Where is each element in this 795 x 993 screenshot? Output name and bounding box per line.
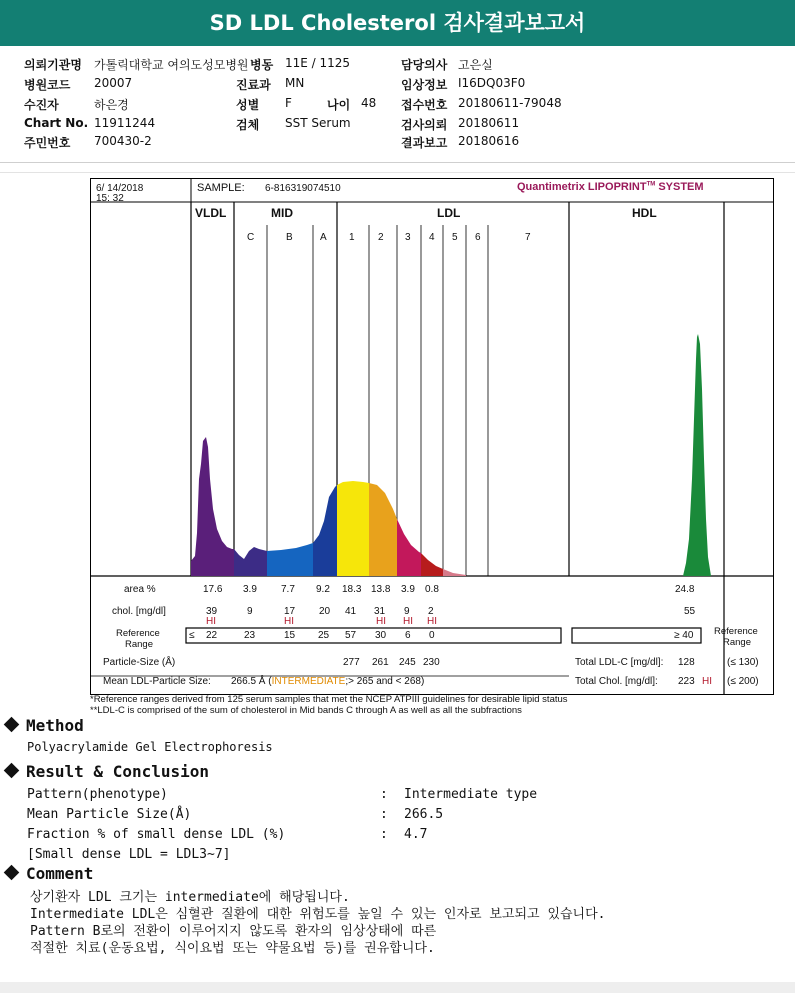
ldl2-peak: [369, 483, 397, 576]
mid-a-peak: [313, 485, 337, 576]
sample-label: SAMPLE:: [197, 182, 245, 194]
chol-value: 39: [206, 606, 218, 617]
dept-label: 진료과: [236, 78, 271, 92]
total-chol-label: Total Chol. [mg/dl]:: [575, 676, 658, 687]
hdl-chol-value: 55: [684, 606, 696, 617]
area-value: 18.3: [342, 584, 362, 595]
mean-size-line: [231, 676, 424, 687]
particle-size: 245: [399, 657, 416, 668]
ldl4-peak: [421, 553, 443, 576]
hi-flag: HI: [284, 616, 294, 627]
comment-heading: [6, 864, 93, 883]
clinical-info-label: 임상정보: [401, 78, 448, 92]
request-date-value: 20180611: [458, 116, 520, 130]
page-footer: [0, 982, 795, 993]
chol-value: 9: [404, 606, 410, 617]
result-value: 266.5: [404, 807, 444, 822]
result-heading: [6, 762, 209, 781]
hdl-ref-value: ≥ 40: [674, 630, 694, 641]
ref-row-label-2: Range: [125, 639, 153, 650]
diamond-bullet-icon: [4, 763, 20, 779]
sex-value: F: [285, 96, 292, 110]
resident-value: 700430-2: [94, 134, 152, 148]
reference-box: [186, 628, 561, 643]
brand-name: Quantimetrix LIPOPRINT: [517, 181, 647, 193]
ref-value: 25: [318, 630, 330, 641]
report-time: 15: 32: [96, 193, 124, 204]
specimen-value: SST Serum: [285, 116, 351, 130]
divider: [0, 162, 795, 163]
divider: [0, 172, 795, 173]
resident-label: 주민번호: [24, 136, 71, 150]
comment-line: Pattern B로의 전환이 이루어지지 않도록 환자의 임상상태에 따른: [30, 924, 437, 939]
brand-label: [517, 181, 704, 193]
ref-value: 22: [206, 630, 218, 641]
band-dividers: [191, 202, 724, 694]
result-note: [Small dense LDL = LDL3~7]: [27, 847, 231, 862]
mid-b-peak: [267, 543, 313, 576]
subfraction-b: B: [286, 232, 293, 243]
ref-value: 23: [244, 630, 256, 641]
ldl1-peak: [337, 481, 369, 576]
particle-size: 230: [423, 657, 440, 668]
brand-tm: TM: [646, 181, 656, 188]
result-sep: :: [380, 827, 388, 842]
subfraction-7: 7: [525, 232, 531, 243]
result-label: Fraction % of small dense LDL (%): [27, 827, 286, 842]
hdl-area-value: 24.8: [675, 584, 695, 595]
ref-value: 0: [429, 630, 435, 641]
area-row-label: area %: [124, 584, 156, 595]
chart-value: 11911244: [94, 116, 156, 130]
lipoprint-report: [90, 178, 774, 695]
hdl-ref-label-2: Range: [723, 637, 751, 648]
chol-row-label: chol. [mg/dl]: [112, 606, 166, 617]
report-title: SD LDL Cholesterol 검사결과보고서: [0, 0, 795, 46]
ldl3-peak: [397, 519, 421, 576]
subfraction-6: 6: [475, 232, 481, 243]
hospital-code-label: 병원코드: [24, 78, 71, 92]
comment-line: 상기환자 LDL 크기는 intermediate에 해당됩니다.: [30, 890, 350, 905]
result-sep: :: [380, 787, 388, 802]
total-ldl-label: Total LDL-C [mg/dl]:: [575, 657, 664, 668]
subfraction-a: A: [320, 232, 327, 243]
method-heading-text: Method: [26, 716, 84, 735]
request-date-label: 검사의뢰: [401, 118, 448, 132]
group-ldl: LDL: [437, 206, 461, 220]
brand-suffix: SYSTEM: [658, 181, 704, 193]
hdl-ref-label-1: Reference: [714, 626, 758, 637]
area-value: 17.6: [203, 584, 223, 595]
ref-row-label-1: Reference: [116, 628, 160, 639]
report-date-value: 20180616: [458, 134, 520, 148]
sample-id: 6-816319074510: [265, 183, 341, 194]
mean-row-label: Mean LDL-Particle Size:: [103, 676, 211, 687]
doctor-label: 담당의사: [401, 58, 448, 72]
age-label: 나이: [327, 98, 351, 112]
particle-size: 261: [372, 657, 389, 668]
area-value: 13.8: [371, 584, 391, 595]
mean-size-class: INTERMEDIATE: [271, 676, 346, 687]
ref-value: 15: [284, 630, 296, 641]
hi-flag: HI: [427, 616, 437, 627]
hdl-peak: [683, 334, 711, 576]
chol-value: 20: [319, 606, 331, 617]
clinical-info-value: I16DQ03F0: [458, 76, 526, 90]
name-value: 하은경: [94, 98, 129, 112]
mean-open: (: [268, 676, 272, 687]
comment-heading-text: Comment: [26, 864, 94, 883]
result-label: Pattern(phenotype): [27, 787, 168, 802]
subfraction-4: 4: [429, 232, 435, 243]
ldl5-peak: [443, 569, 466, 576]
mid-c-peak: [234, 547, 267, 576]
footnote: *Reference ranges derived from 125 serum samples that met the NCEP ATPIII guidelines for desirable lipid status: [90, 694, 568, 705]
area-value: 9.2: [316, 584, 330, 595]
subfraction-2: 2: [378, 232, 384, 243]
result-value: Intermediate type: [404, 787, 538, 802]
ref-value: 30: [375, 630, 387, 641]
footnote: **LDL-C is comprised of the sum of cholesterol in Mid bands C through A as well as all the subfractions: [90, 705, 522, 716]
chol-value: 17: [284, 606, 296, 617]
receipt-value: 20180611-79048: [458, 96, 562, 110]
method-heading: [6, 716, 84, 735]
ward-value: 11E / 1125: [285, 56, 351, 70]
institution-value: 가톨릭대학교 여의도성모병원: [94, 58, 249, 72]
report-date: 6/ 14/2018: [96, 183, 144, 194]
group-mid: MID: [271, 206, 293, 220]
ref-value: 6: [405, 630, 411, 641]
chart-label: Chart No.: [24, 116, 89, 130]
comment-line: Intermediate LDL은 심혈관 질환에 대한 위험도를 높일 수 있는 인자로 보고되고 있습니다.: [30, 907, 606, 922]
doctor-value: 고은실: [458, 58, 493, 72]
result-label: Mean Particle Size(Å): [27, 807, 192, 822]
subfraction-3: 3: [405, 232, 411, 243]
ref-symbol: ≤: [189, 630, 195, 641]
result-heading-text: Result & Conclusion: [26, 762, 210, 781]
comment-line: 적절한 치료(운동요법, 식이요법 또는 약물요법 등)를 권유합니다.: [30, 941, 435, 956]
area-value: 3.9: [401, 584, 415, 595]
method-text: Polyacrylamide Gel Electrophoresis: [27, 740, 273, 754]
ward-label: 병동: [250, 58, 274, 72]
sex-label: 성별: [236, 98, 260, 112]
age-value: 48: [361, 96, 377, 110]
area-value: 0.8: [425, 584, 439, 595]
result-value: 4.7: [404, 827, 428, 842]
total-chol-flag: HI: [702, 676, 712, 687]
group-vldl: VLDL: [195, 206, 227, 220]
dept-value: MN: [285, 76, 305, 90]
chol-value: 2: [428, 606, 434, 617]
particle-row-label: Particle-Size (Å): [103, 657, 176, 668]
institution-label: 의뢰기관명: [24, 58, 82, 72]
diamond-bullet-icon: [4, 865, 20, 881]
hospital-code-value: 20007: [94, 76, 133, 90]
mean-size-range: ;> 265 and < 268): [345, 676, 425, 687]
subfraction-5: 5: [452, 232, 458, 243]
ref-value: 57: [345, 630, 357, 641]
chol-value: 41: [345, 606, 357, 617]
vldl-peak: [191, 437, 234, 576]
subfraction-1: 1: [349, 232, 355, 243]
hi-flag: HI: [206, 616, 216, 627]
area-value: 3.9: [243, 584, 257, 595]
chol-value: 9: [247, 606, 253, 617]
name-label: 수진자: [24, 98, 59, 112]
total-ldl-value: 128: [678, 657, 695, 668]
total-chol-ref: (≤ 200): [727, 676, 759, 687]
total-chol-value: 223: [678, 676, 695, 687]
specimen-label: 검체: [236, 118, 260, 132]
hi-flag: HI: [376, 616, 386, 627]
subfraction-c: C: [247, 232, 255, 243]
peaks: [191, 334, 711, 576]
hi-flag: HI: [403, 616, 413, 627]
result-sep: :: [380, 807, 388, 822]
receipt-label: 접수번호: [401, 98, 448, 112]
area-value: 7.7: [281, 584, 295, 595]
report-date-label: 결과보고: [401, 136, 448, 150]
group-hdl: HDL: [632, 206, 657, 220]
chol-value: 31: [374, 606, 386, 617]
total-ldl-ref: (≤ 130): [727, 657, 759, 668]
particle-size: 277: [343, 657, 360, 668]
mean-size-value: 266.5 Å: [231, 676, 266, 687]
diamond-bullet-icon: [4, 717, 20, 733]
